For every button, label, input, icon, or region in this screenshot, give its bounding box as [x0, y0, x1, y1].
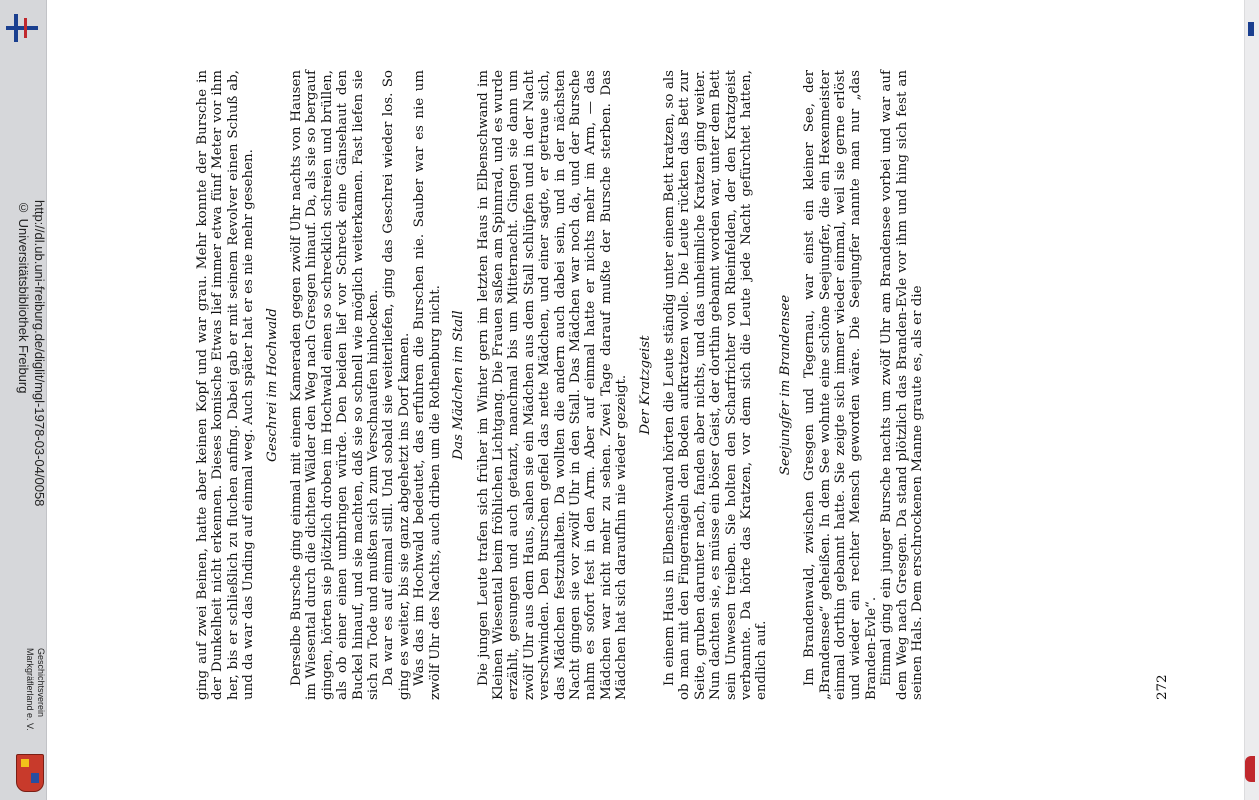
page-number: 272 — [1154, 674, 1170, 700]
publisher-line-1: Geschichtsverein — [36, 648, 46, 718]
page-text — [195, 70, 925, 700]
section-title: Das Mädchen im Stall — [451, 310, 467, 460]
intro-paragraph: ging auf zwei Beinen, hatte aber keinen Kopf und war grau. Mehr konnte der Bursche in der Dunkelheit nicht erkennen. Dieses komische Etwas lief immer etwa fünf Meter vor ihm her, bis er schließlich zu fluchen anfing. Dabei gab er mit seinem Revolver einen Schuß ab, und da war das Unding auf einmal weg. Auch später hat er es nie mehr gesehen. — [195, 70, 257, 700]
paragraph: Im Brandenwald, zwischen Gresgen und Tegernau, war einst ein kleiner See, der „Brandensee“ geheißen. In dem See wohnte eine schöne Seejungfer, die ein Hexenmeister einmal dorthin gebannt hatte. Sie zeigte sich immer wieder einmal, weil sie gerne erlöst und wieder ein rechter Mensch geworden wäre. Die Seejungfer nannte man nur „das Branden-Evle“. — [802, 70, 879, 700]
section-title: Seejungfer im Brandensee — [777, 294, 793, 476]
paragraph: Derselbe Bursche ging einmal mit einem Kameraden gegen zwölf Uhr nachts von Hausen im Wiesental durch die dichten Wälder den Weg nach Gresgen hinauf. Da, als sie so bergauf gingen, hörten sie plötzlich droben im Hochwald einen so schrecklich schreien und brüllen, als ob einer einen umbringen würde. Den beiden lief vor Schreck eine Gänsehaut den Buckel hinauf, und sie machten, daß sie so schnell wie möglich weiterkamen. Fast liefen sie sich zu Tode und mußten sich zum Verschnaufen hinhocken. — [289, 70, 382, 700]
publisher-line-2: Markgräflerland e. V. — [25, 648, 35, 731]
section-title: Der Kratzgeist — [637, 335, 653, 435]
paragraph: Was das im Hochwald bedeutet, das erfuhren die Burschen nie. Sauber war es nie um zwölf Uhr des Nachts, auch driben um die Rothenburg nicht. — [412, 70, 443, 700]
document-url: http://dl.ub.uni-freiburg.de/diglit/mgl-1978-03-04/0058 — [32, 200, 47, 507]
paragraph: Da war es auf einmal still. Und sobald sie weiterliefen, ging das Geschrei wieder los. So ging es weiter, bis sie ganz abgehetzt ins Dorf kamen. — [381, 70, 412, 700]
paragraph: Einmal ging ein junger Bursche nachts um zwölf Uhr am Brandensee vorbei und war auf dem Weg nach Gresgen. Da stand plötzlich das Branden-Evle vor ihm und hing sich fest an seinen Hals. Dem erschrockenen Manne graute es, als er die — [879, 70, 926, 700]
copyright-notice: © Universitätsbibliothek Freiburg — [16, 200, 31, 394]
paragraph: In einem Haus in Elbenschwand hörten die Leute ständig unter einem Bett kratzen, so als ob man mit den Fingernägeln den Boden aufkratzen wolle. Die Leute rückten das Bett zur Seite, gruben darunter nach, fanden aber nichts, und das unheimliche Kratzen ging weiter. Nun dachten sie, es müsse ein böser Geist, der dorthin gebannt worden war, unter dem Bett sein Unwesen treiben. Sie holten den Scharfrichter von Rheinfelden, der den Kratzgeist verbannte. Da hörte das Kratzen, vor dem sich die Leute jede Nacht gefürchtet hatten, endlich auf. — [661, 70, 770, 700]
paragraph: Die jungen Leute trafen sich früher im Winter gern im letzten Haus in Elbenschwand im Kleinen Wiesental beim fröhlichen Lichtgang. Die Frauen saßen am Spinnrad, und es wurde erzählt, gesungen und auch getanzt, manchmal bis um Mitternacht. Gingen sie dann um zwölf Uhr aus dem Haus, sahen sie ein Mädchen aus dem Stall schlüpfen und in der Nacht verschwinden. Den Burschen gefiel das nette Mädchen, und einer sagte, er getraue sich, das Mädchen festzuhalten. Da wollten die andern auch dabei sein, und in der nächsten Nacht gingen sie vor zwölf Uhr in den Stall. Das Mädchen war noch da, und der Bursche nahm es sofort fest in den Arm. Aber auf einmal hatte er nichts mehr im Arm, — das Mädchen war nicht mehr zu sehen. Zwei Tage darauf mußte der Bursche sterben. Das Mädchen hat sich daraufhin nie wieder gezeigt. — [475, 70, 630, 700]
scanned-book-page — [195, 70, 1170, 700]
section-title: Geschrei im Hochwald — [264, 308, 280, 462]
